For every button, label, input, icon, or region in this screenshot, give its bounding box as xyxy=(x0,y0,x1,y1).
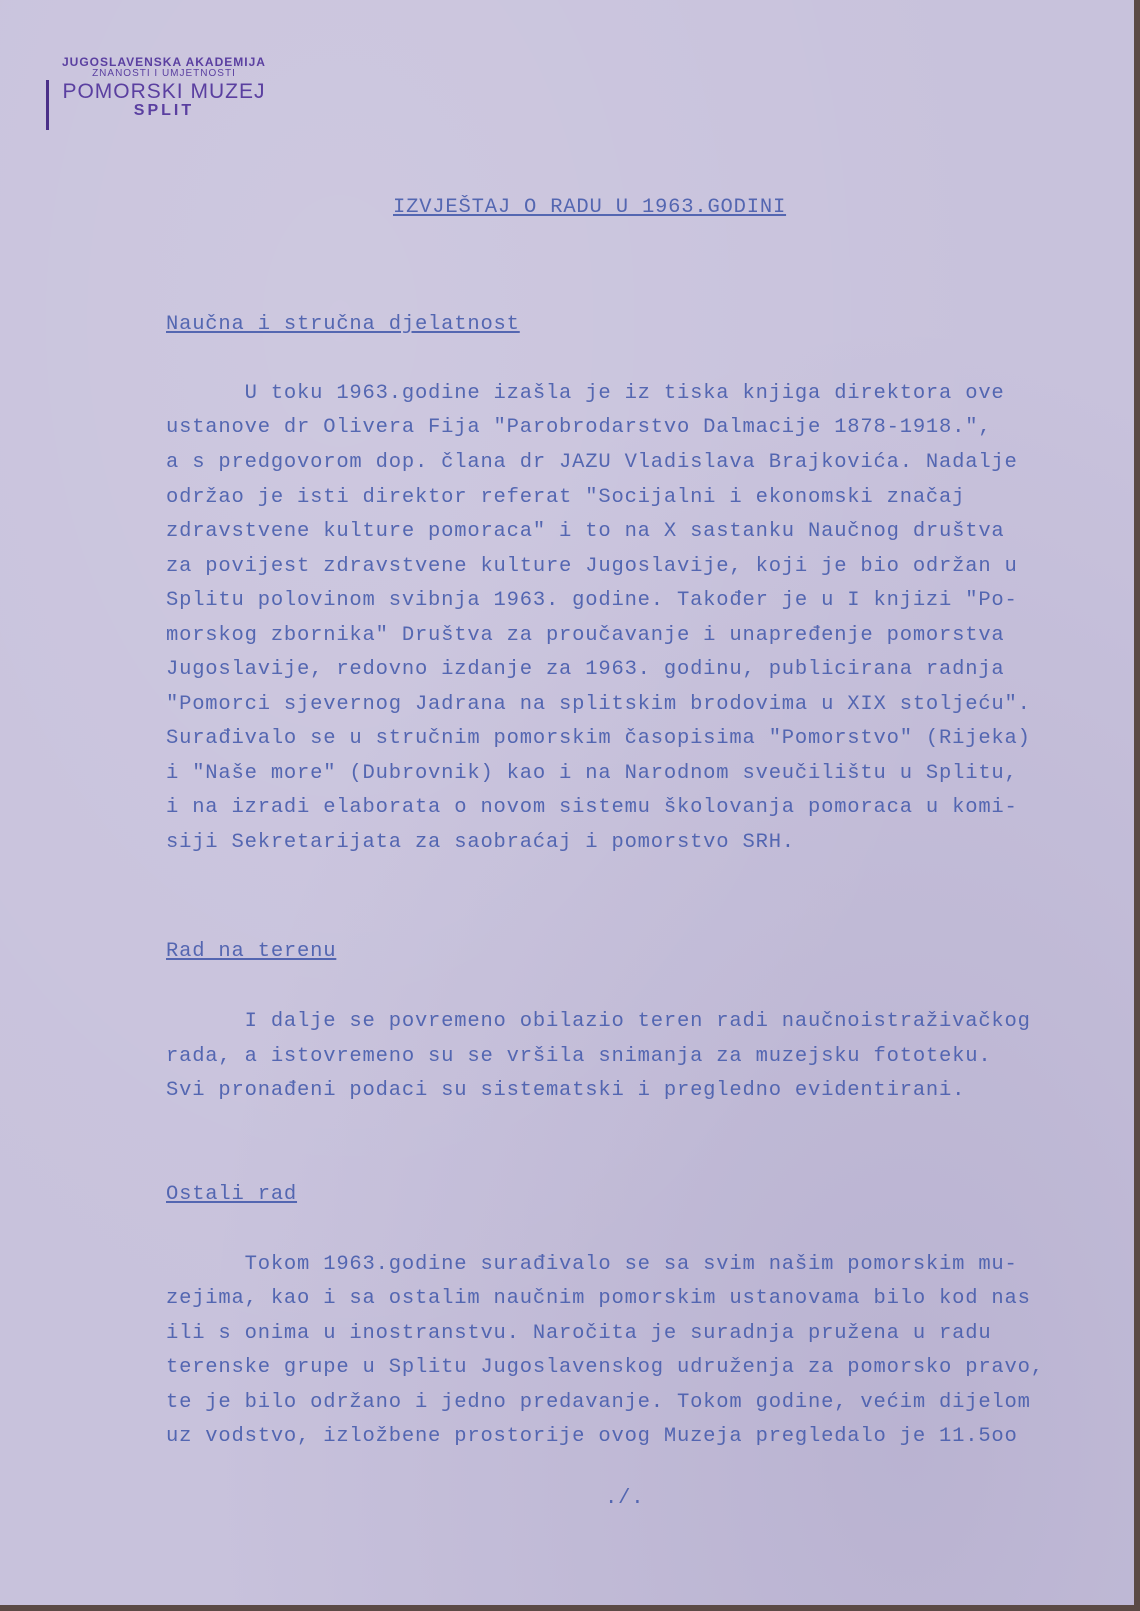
paragraph-line: ustanove dr Olivera Fija "Parobrodarstvo Dalmacije 1878-1918.", xyxy=(166,416,992,439)
paragraph-line: održao je isti direktor referat "Socijalni i ekonomski značaj xyxy=(166,486,966,509)
paragraph-line: Splitu polovinom svibnja 1963. godine. Također je u I knjizi "Po- xyxy=(166,589,1018,612)
paragraph-line: I dalje se povremeno obilazio teren radi naučnoistraživačkog xyxy=(166,1010,1031,1033)
paragraph-line: a s predgovorom dop. člana dr JAZU Vladislava Brajkovića. Nadalje xyxy=(166,451,1018,474)
paragraph-line: terenske grupe u Splitu Jugoslavenskog udruženja za pomorsko pravo, xyxy=(166,1356,1044,1379)
paragraph-line: siji Sekretarijata za saobraćaj i pomorstvo SRH. xyxy=(166,831,795,854)
paragraph-line: za povijest zdravstvene kulture Jugoslavije, koji je bio održan u xyxy=(166,555,1018,578)
paragraph-line: i na izradi elaborata o novom sistemu školovanja pomoraca u komi- xyxy=(166,796,1018,819)
continuation-mark: ./. xyxy=(605,1487,645,1510)
stamp-line-academy: JUGOSLAVENSKA AKADEMIJA xyxy=(62,55,266,69)
section-heading-fieldwork: Rad na terenu xyxy=(166,940,337,963)
paragraph-line: ili s onima u inostranstvu. Naročita je suradnja pružena u radu xyxy=(166,1322,992,1345)
stamp-line-city: SPLIT xyxy=(133,102,195,120)
paragraph-line: zejima, kao i sa ostalim naučnim pomorskim ustanovama bilo kod nas xyxy=(166,1287,1031,1310)
paragraph-line: zdravstvene kulture pomoraca" i to na X sastanku Naučnog društva xyxy=(166,520,1005,543)
stamp-edge-mark xyxy=(46,80,49,130)
paragraph-line: rada, a istovremeno su se vršila snimanja za muzejsku fototeku. xyxy=(166,1045,992,1068)
section-heading-other-work: Ostali rad xyxy=(166,1183,298,1206)
paragraph-line: morskog zbornika" Društva za proučavanje i unapređenje pomorstva xyxy=(166,624,1005,647)
stamp-line-museum: POMORSKI MUZEJ xyxy=(62,80,266,104)
paragraph-line: U toku 1963.godine izašla je iz tiska knjiga direktora ove xyxy=(166,382,1005,405)
paragraph-line: Svi pronađeni podaci su sistematski i pregledno evidentirani. xyxy=(166,1079,966,1102)
report-title: IZVJEŠTAJ O RADU U 1963.GODINI xyxy=(393,196,787,219)
paragraph-line: "Pomorci sjevernog Jadrana na splitskim brodovima u XIX stoljeću". xyxy=(166,693,1031,716)
paragraph-line: Surađivalo se u stručnim pomorskim časopisima "Pomorstvo" (Rijeka) xyxy=(166,727,1031,750)
paragraph-line: te je bilo održano i jedno predavanje. Tokom godine, većim dijelom xyxy=(166,1391,1031,1414)
museum-stamp xyxy=(62,56,266,120)
paragraph-line: Jugoslavije, redovno izdanje za 1963. godinu, publicirana radnja xyxy=(166,658,1005,681)
paragraph-line: i "Naše more" (Dubrovnik) kao i na Narodnom sveučilištu u Splitu, xyxy=(166,762,1018,785)
section-heading-scientific: Naučna i stručna djelatnost xyxy=(166,313,520,336)
paragraph-line: Tokom 1963.godine surađivalo se sa svim našim pomorskim mu- xyxy=(166,1253,1018,1276)
paragraph-line: uz vodstvo, izložbene prostorije ovog Muzeja pregledalo je 11.5oo xyxy=(166,1425,1018,1448)
stamp-line-sciences: ZNANOSTI I UMJETNOSTI xyxy=(92,67,236,79)
